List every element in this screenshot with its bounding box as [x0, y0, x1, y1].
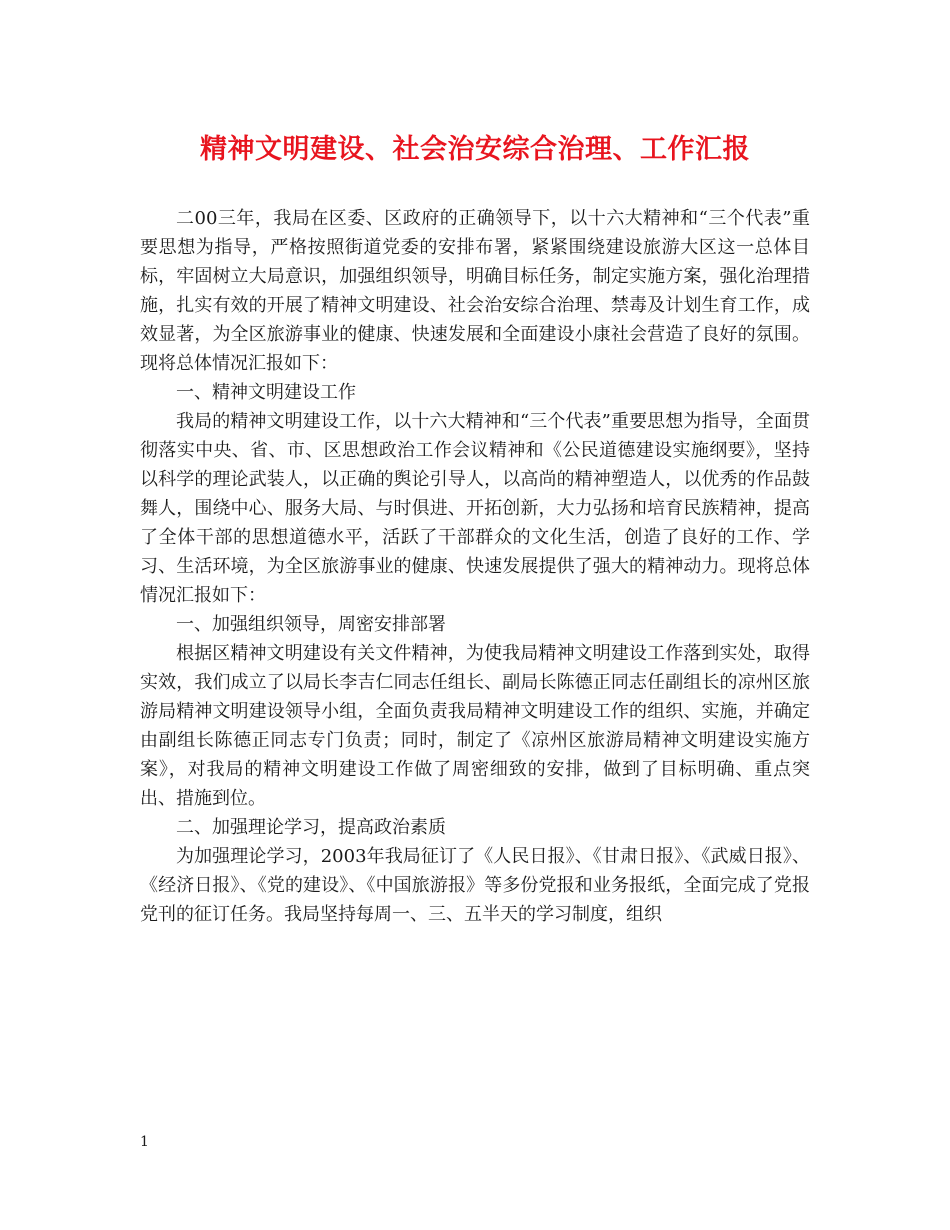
subsection-heading-1: 一、加强组织领导，周密安排部署	[176, 614, 446, 635]
paragraph-intro: 二00三年，我局在区委、区政府的正确领导下，以十六大精神和“三个代表”重要思想为指导，严格按照街道党委的安排布署，紧紧围绕建设旅游大区这一总体目标，牢固树立大局意识，加强组织领导，明确目标任务，制定实施方案，强化治理措施，扎实有效的开展了精神文明建设、社会治安综合治理、禁毒及计划生育工作，成效显著，为全区旅游事业的健康、快速发展和全面建设小康社会营造了良好的氛围。现将总体情况汇报如下：	[140, 208, 810, 374]
document-body	[140, 204, 810, 929]
section-heading-1: 一、精神文明建设工作	[176, 382, 356, 403]
document-title: 精神文明建设、社会治安综合治理、工作汇报	[200, 134, 750, 165]
paragraph-subsection-2: 为加强理论学习，2003年我局征订了《人民日报》、《甘肃日报》、《武威日报》、《经济日报》、《党的建设》、《中国旅游报》等多份党报和业务报纸，全面完成了党报党刊的征订任务。我局坚持每周一、三、五半天的学习制度，组织	[140, 846, 810, 925]
page-number: 1	[140, 1134, 149, 1150]
paragraph-subsection-1: 根据区精神文明建设有关文件精神，为使我局精神文明建设工作落到实处，取得实效，我们成立了以局长李吉仁同志任组长、副局长陈德正同志任副组长的凉州区旅游局精神文明建设领导小组，全面负责我局精神文明建设工作的组织、实施，并确定由副组长陈德正同志专门负责；同时，制定了《凉州区旅游局精神文明建设实施方案》，对我局的精神文明建设工作做了周密细致的安排，做到了目标明确、重点突出、措施到位。	[140, 643, 810, 809]
paragraph-section-1: 我局的精神文明建设工作，以十六大精神和“三个代表”重要思想为指导，全面贯彻落实中央、省、市、区思想政治工作会议精神和《公民道德建设实施纲要》，坚持以科学的理论武装人，以正确的舆论引导人，以高尚的精神塑造人，以优秀的作品鼓舞人，围绕中心、服务大局、与时俱进、开拓创新，大力弘扬和培育民族精神，提高了全体干部的思想道德水平，活跃了干部群众的文化生活，创造了良好的工作、学习、生活环境，为全区旅游事业的健康、快速发展提供了强大的精神动力。现将总体情况汇报如下：	[140, 411, 810, 606]
subsection-heading-2: 二、加强理论学习，提高政治素质	[176, 817, 446, 838]
